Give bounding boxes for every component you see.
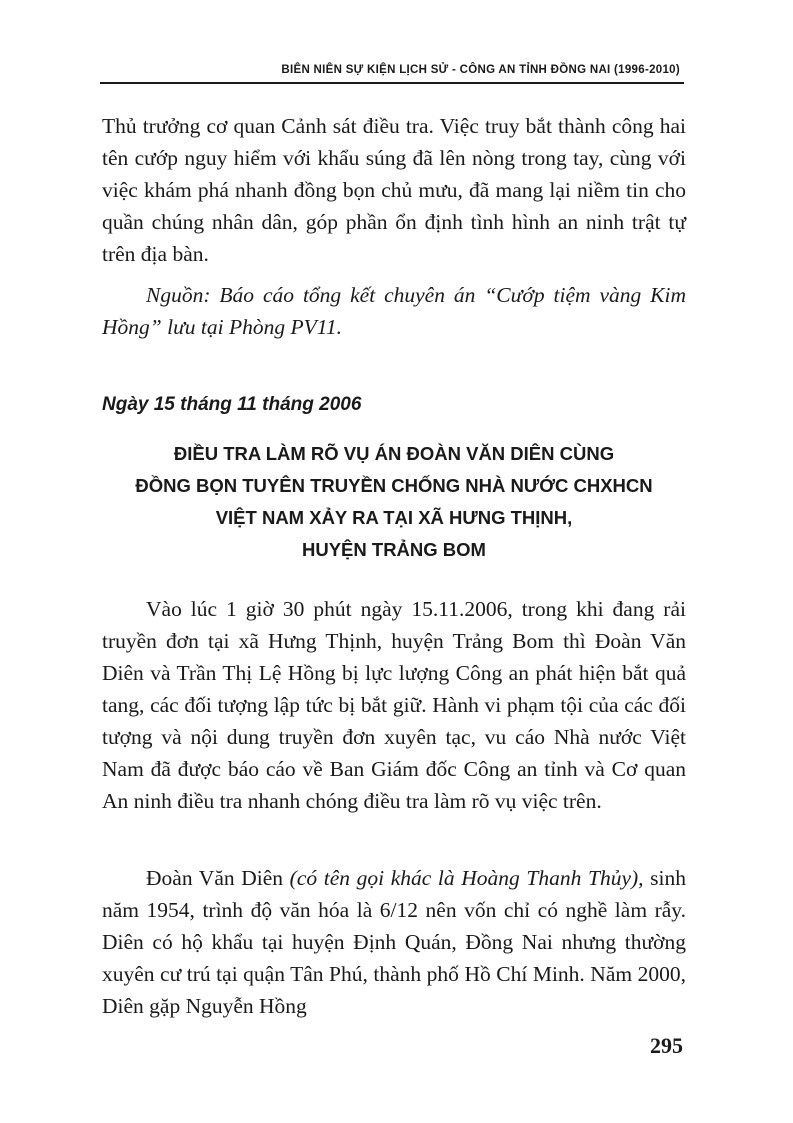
entry-date: Ngày 15 tháng 11 tháng 2006 — [102, 394, 362, 415]
source-note: Nguồn: Báo cáo tổng kết chuyên án “Cướp tiệm vàng Kim Hồng” lưu tại Phòng PV11. — [102, 283, 686, 339]
running-header-title: BIÊN NIÊN SỰ KIỆN LỊCH SỬ - CÔNG AN TỈNH ĐỒNG NAI (1996-2010) — [281, 64, 680, 76]
paragraph-2-rest: sinh năm 1954, trình độ văn hóa là 6/12 nên vốn chỉ có nghề làm rẫy. Diên có hộ khẩu tại huyện Định Quán, Đồng Nai nhưng thường xuyên cư trú tại quận Tân Phú, thành phố Hồ Chí Minh. Năm 2000, Diên gặp Nguyễn Hồng — [102, 866, 686, 1018]
body-paragraph-1: Vào lúc 1 giờ 30 phút ngày 15.11.2006, trong khi đang rải truyền đơn tại xã Hưng Thịnh, huyện Trảng Bom thì Đoàn Văn Diên và Trần Thị Lệ Hồng bị lực lượng Công an phát hiện bắt quả tang, các đối tượng lập tức bị bắt giữ. Hành vi phạm tội của các đối tượng và nội dung truyền đơn xuyên tạc, vu cáo Nhà nước Việt Nam đã được báo cáo về Ban Giám đốc Công an tỉnh và Cơ quan An ninh điều tra nhanh chóng điều tra làm rõ vụ việc trên. — [102, 597, 686, 813]
entry-heading-line: ĐIỀU TRA LÀM RÕ VỤ ÁN ĐOÀN VĂN DIÊN CÙNG — [173, 443, 615, 464]
body-paragraph-2 — [102, 862, 686, 1022]
entry-heading — [102, 438, 686, 566]
entry-heading-line: ĐỒNG BỌN TUYÊN TRUYỀN CHỐNG NHÀ NƯỚC CHXHCN — [135, 475, 653, 496]
entry-heading-line: HUYỆN TRẢNG BOM — [302, 539, 486, 560]
paragraph-2-alias: (có tên gọi khác là Hoàng Thanh Thủy), — [289, 866, 644, 890]
running-header — [100, 56, 684, 84]
entry-heading-line: VIỆT NAM XẢY RA TẠI XÃ HƯNG THỊNH, — [215, 507, 573, 528]
paragraph-2-lead: Đoàn Văn Diên — [146, 866, 290, 890]
continuation-paragraph: Thủ trưởng cơ quan Cảnh sát điều tra. Việc truy bắt thành công hai tên cướp nguy hiểm với khẩu súng đã lên nòng trong tay, cùng với việc khám phá nhanh đồng bọn chủ mưu, đã mang lại niềm tin cho quần chúng nhân dân, góp phần ổn định tình hình an ninh trật tự trên địa bàn. — [102, 114, 686, 266]
page-number: 295 — [650, 1033, 683, 1058]
